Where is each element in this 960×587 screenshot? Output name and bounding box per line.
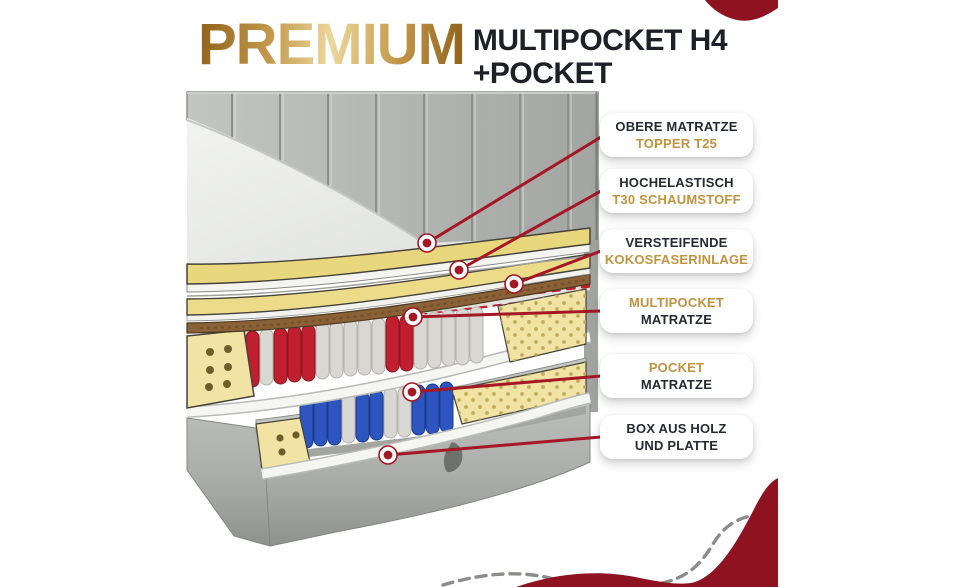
label-line1: OBERE MATRATZE xyxy=(615,119,738,134)
label-line1: POCKET xyxy=(648,360,705,375)
red-target-dot-icon xyxy=(379,446,397,464)
label-line2: UND PLATTE xyxy=(634,438,719,453)
red-target-dot-icon xyxy=(450,261,468,279)
callout-label-multipocket xyxy=(600,289,753,333)
red-wave-corner-bottom xyxy=(516,478,778,587)
callout-label-coir xyxy=(600,229,753,273)
product-title-line1: MULTIPOCKET H4 xyxy=(472,24,727,57)
label-line2: T30 SCHAUMSTOFF xyxy=(612,192,741,207)
label-line1: HOCHELASTISCH xyxy=(619,175,734,190)
callout-label-box xyxy=(600,415,753,459)
brand-title: PREMIUM xyxy=(198,12,465,77)
callout-label-topper xyxy=(600,113,753,157)
label-line2: MATRATZE xyxy=(640,312,713,327)
label-line1: BOX AUS HOLZ xyxy=(626,421,727,436)
label-line2: TOPPER T25 xyxy=(635,136,718,151)
callout-label-foam xyxy=(600,169,753,213)
label-line2: MATRATZE xyxy=(640,377,713,392)
product-title-line2: +POCKET xyxy=(472,57,612,90)
page-title xyxy=(198,14,727,90)
red-target-dot-icon xyxy=(404,308,422,326)
label-line2: KOKOSFASERINLAGE xyxy=(604,252,749,267)
product-title xyxy=(473,24,727,90)
label-line1: VERSTEIFENDE xyxy=(625,235,728,250)
red-target-dot-icon xyxy=(403,383,421,401)
label-line1: MULTIPOCKET xyxy=(628,295,725,310)
callout-label-pocket xyxy=(600,354,753,398)
red-target-dot-icon xyxy=(418,234,436,252)
red-target-dot-icon xyxy=(505,275,523,293)
